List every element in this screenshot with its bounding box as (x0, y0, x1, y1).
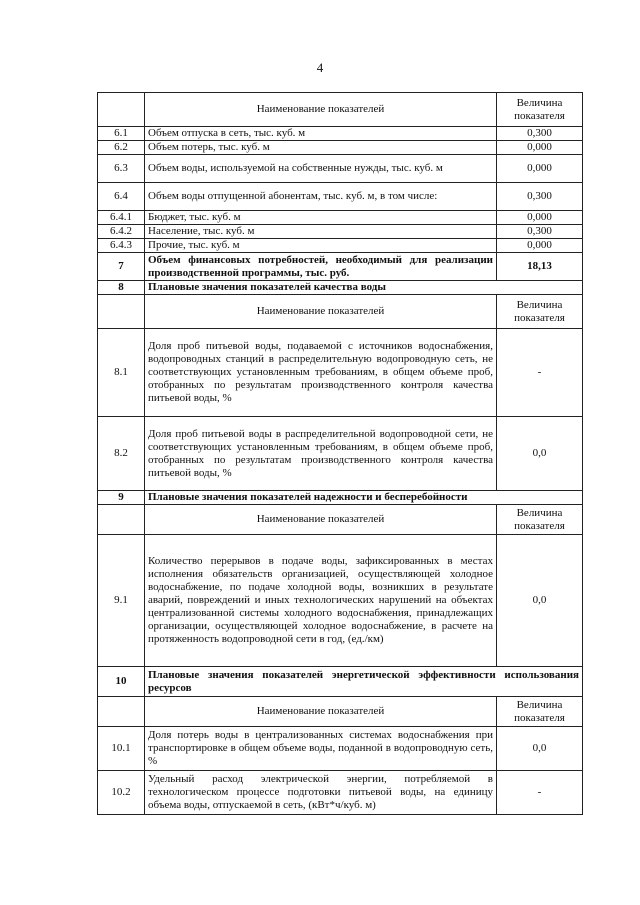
row-name: Объем финансовых потребностей, необходимый для реализации производственной программы, тыс. руб. (145, 253, 497, 281)
row-name: Количество перерывов в подаче воды, зафиксированных в местах исполнения обязательств организацией, осуществляющей холодное водоснабжение, по подаче холодной воды, возникших в результате аварий, повреждений и иных технологических нарушений на объектах централизованной системы холодного водоснабжения, принадлежащих организации, осуществляющей холодное водоснабжение, в расчете на протяженность водопроводной сети в год, (ед./км) (145, 535, 497, 667)
header-num-cell (98, 505, 145, 535)
row-name: Население, тыс. куб. м (145, 225, 497, 239)
row-name: Доля проб питьевой воды, подаваемой с источников водоснабжения, водопроводных станций в распределительную водопроводную сеть, не соответствующих установленным требованиям, в общем объеме проб, отобранных по результатам производственного контроля качества питьевой воды, % (145, 329, 497, 417)
table-row (98, 141, 583, 155)
row-name: Объем воды отпущенной абонентам, тыс. куб. м, в том числе: (145, 183, 497, 211)
section-row-8 (98, 281, 583, 295)
table-header-row (98, 93, 583, 127)
row-name: Объем отпуска в сеть, тыс. куб. м (145, 127, 497, 141)
header-name-cell: Наименование показателей (145, 505, 497, 535)
row-value: - (497, 329, 583, 417)
section-number: 10 (98, 667, 145, 697)
row-value: 0,000 (497, 211, 583, 225)
table-row (98, 127, 583, 141)
row-value: 0,300 (497, 183, 583, 211)
row-value: 0,0 (497, 727, 583, 771)
header-value-cell: Величина показателя (497, 295, 583, 329)
table-row (98, 771, 583, 815)
header-name-cell: Наименование показателей (145, 295, 497, 329)
table-row (98, 155, 583, 183)
row-number: 10.2 (98, 771, 145, 815)
header-name-cell: Наименование показателей (145, 697, 497, 727)
row-number: 6.1 (98, 127, 145, 141)
table-row (98, 417, 583, 491)
header-name-cell: Наименование показателей (145, 93, 497, 127)
header-num-cell (98, 295, 145, 329)
row-number: 9.1 (98, 535, 145, 667)
row-name: Бюджет, тыс. куб. м (145, 211, 497, 225)
row-value: 0,300 (497, 127, 583, 141)
section-title: Плановые значения показателей энергетической эффективности использования ресурсов (145, 667, 583, 697)
table-row (98, 727, 583, 771)
header-value-cell: Величина показателя (497, 505, 583, 535)
section-number: 9 (98, 491, 145, 505)
table-row (98, 225, 583, 239)
table-row (98, 183, 583, 211)
row-value: 0,0 (497, 417, 583, 491)
section-number: 8 (98, 281, 145, 295)
row-number: 6.4.1 (98, 211, 145, 225)
section-row-10 (98, 667, 583, 697)
header-num-cell (98, 697, 145, 727)
row-number: 6.2 (98, 141, 145, 155)
row-name: Объем потерь, тыс. куб. м (145, 141, 497, 155)
row-name: Доля проб питьевой воды в распределительной водопроводной сети, не соответствующих установленным требованиям, в общем объеме проб, отобранных по результатам производственного контроля качества питьевой воды, % (145, 417, 497, 491)
row-number: 8.1 (98, 329, 145, 417)
header-value-cell: Величина показателя (497, 93, 583, 127)
row-value: 0,300 (497, 225, 583, 239)
row-number: 6.4.2 (98, 225, 145, 239)
row-name: Объем воды, используемой на собственные нужды, тыс. куб. м (145, 155, 497, 183)
section-title: Плановые значения показателей качества воды (145, 281, 583, 295)
header-value-cell: Величина показателя (497, 697, 583, 727)
row-number: 6.4.3 (98, 239, 145, 253)
header-num-cell (98, 93, 145, 127)
section-row-9 (98, 491, 583, 505)
table-row (98, 329, 583, 417)
table-row-financial (98, 253, 583, 281)
table-row (98, 211, 583, 225)
row-number: 8.2 (98, 417, 145, 491)
row-value: 0,000 (497, 239, 583, 253)
table-row (98, 535, 583, 667)
row-name: Удельный расход электрической энергии, потребляемой в технологическом процессе подготовки питьевой воды, на единицу объема воды, отпускаемой в сеть, (кВт*ч/куб. м) (145, 771, 497, 815)
table-header-row (98, 295, 583, 329)
section-title: Плановые значения показателей надежности и бесперебойности (145, 491, 583, 505)
row-value: 18,13 (497, 253, 583, 281)
row-number: 6.4 (98, 183, 145, 211)
row-value: 0,000 (497, 141, 583, 155)
row-name: Доля потерь воды в централизованных системах водоснабжения при транспортировке в общем объеме воды, поданной в водопроводную сеть, % (145, 727, 497, 771)
table-header-row (98, 505, 583, 535)
row-number: 10.1 (98, 727, 145, 771)
row-number: 6.3 (98, 155, 145, 183)
row-value: 0,000 (497, 155, 583, 183)
row-number: 7 (98, 253, 145, 281)
row-name: Прочие, тыс. куб. м (145, 239, 497, 253)
row-value: 0,0 (497, 535, 583, 667)
table-header-row (98, 697, 583, 727)
indicators-table (97, 92, 583, 815)
page-number: 4 (316, 60, 324, 75)
table-row (98, 239, 583, 253)
row-value: - (497, 771, 583, 815)
